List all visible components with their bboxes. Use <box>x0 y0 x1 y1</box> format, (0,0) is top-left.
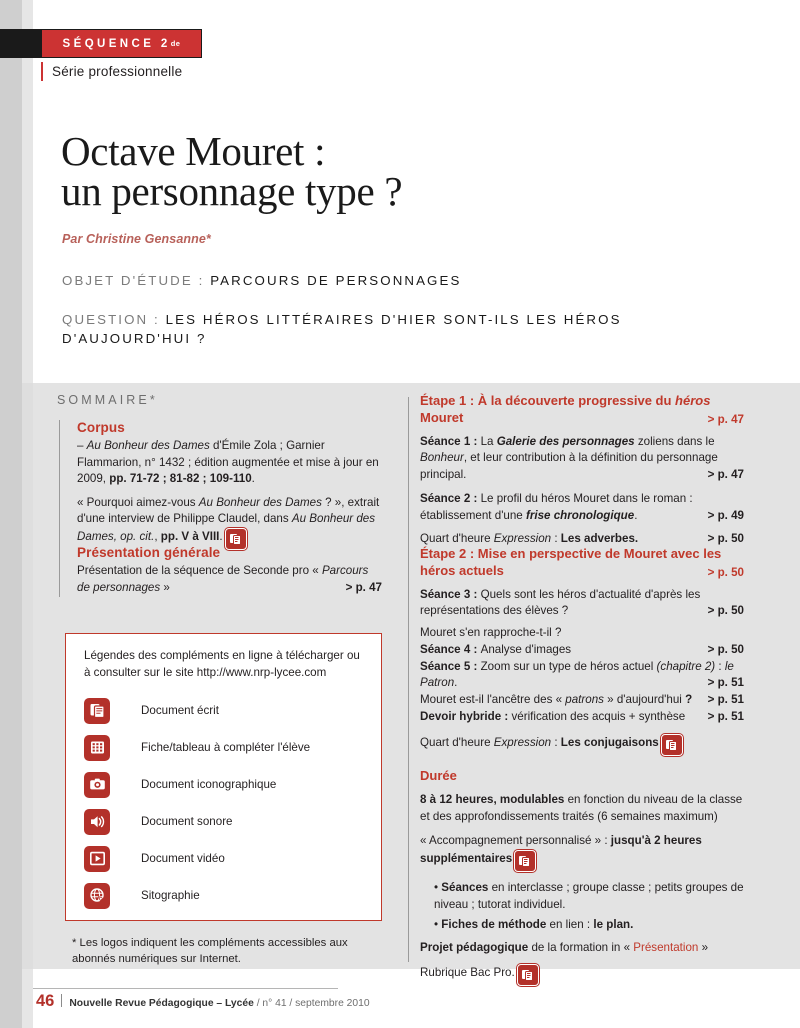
footer-text <box>69 998 369 1009</box>
duree-hours-rest: en fonction du niveau de la classe et des approfondissements traités (6 semaines maximum) <box>420 792 743 823</box>
seance-4-row <box>420 642 744 659</box>
seance-5-italic1: (chapitre 2) <box>656 659 716 673</box>
page-header <box>0 0 800 100</box>
mouret-rapproche-text: Mouret s'en rapproche-t-il ? <box>420 626 562 640</box>
legend-item-label: Document iconographique <box>141 778 277 791</box>
seance-1-label: Séance 1 : <box>420 434 481 448</box>
panel-edge-strip-2 <box>22 383 33 969</box>
footer-rule <box>33 988 338 989</box>
seance-1-page-ref: > p. 47 <box>707 468 744 482</box>
presentation-text-a: Présentation de la séquence de Seconde pro « <box>77 564 322 577</box>
projet-bold: Projet pédagogique <box>420 941 529 955</box>
seance-1-a: La <box>480 434 497 448</box>
seance-1-c: , et leur contribution à la définition du personnage principal. <box>420 451 718 482</box>
projet-a: de la formation in « <box>528 941 634 955</box>
quart-heure-1-c: : <box>551 532 561 546</box>
legend-item-label: Document écrit <box>141 704 219 717</box>
legend-item <box>84 729 369 766</box>
projet-b: » <box>698 941 709 955</box>
legend-box <box>65 633 382 921</box>
seance-5-a: Zoom sur un type de héros actuel <box>480 659 657 673</box>
mouret-rapproche-row <box>420 625 744 642</box>
presentation-text-b: » <box>160 580 170 594</box>
corpus-p2-title1: Au Bonheur des Dames <box>198 495 322 509</box>
corpus-p1-dash: – <box>77 439 87 452</box>
sequence-badge <box>41 29 202 58</box>
rubrique-label: Rubrique Bac Pro. <box>420 965 515 979</box>
sommaire-footnote: * Les logos indiquent les compléments accessibles aux abonnés numériques sur Internet. <box>72 937 348 966</box>
quart-heure-1-bold: Les adverbes. <box>560 532 639 546</box>
quart-heure-1-page-ref: > p. 50 <box>707 532 744 546</box>
duree-line-2 <box>420 833 744 872</box>
legend-intro-text: Légendes des compléments en ligne à télécharger ou à consulter sur le site http://www.nrp-lycee.com <box>84 649 360 679</box>
quart-heure-2-row <box>420 734 744 756</box>
etape-2-heading <box>420 546 744 580</box>
duree-bullet-1 <box>420 880 744 913</box>
question-label: QUESTION : <box>62 312 160 327</box>
corpus-p1-body: d'Émile Zola ; Garnier Flammarion, n° 1432 ; édition augmentée et mise à jour en 2009, <box>77 439 379 486</box>
legend-item <box>84 692 369 729</box>
duree-bullet-1-rest: en interclasse ; groupe classe ; petits groupes de niveau ; tutorat individuel. <box>434 880 744 911</box>
seance-5-d: . <box>454 676 458 690</box>
sommaire-left-rule <box>59 420 60 597</box>
etape-1-block <box>420 393 744 548</box>
corpus-block <box>77 420 382 550</box>
seance-1-row <box>420 434 744 484</box>
speaker-icon <box>84 809 110 835</box>
corpus-paragraph-2 <box>77 495 382 550</box>
mouret-ancetre-bold: ? <box>685 692 693 706</box>
legend-items-list <box>84 692 369 914</box>
legend-item-label: Document vidéo <box>141 852 225 865</box>
duree-bullet-2 <box>420 917 744 934</box>
duree-bullet-2-bold: Fiches de méthode <box>441 918 547 932</box>
etape-1-heading-italic: héros <box>675 393 711 408</box>
document-copy-icon <box>84 698 110 724</box>
mouret-ancetre-c: » d'aujourd'hui <box>603 692 686 706</box>
corpus-p1-title: Au Bonheur des Dames <box>86 439 210 452</box>
seance-3-page-ref: > p. 50 <box>707 604 744 618</box>
seance-4-a: Analyse d'images <box>480 642 572 656</box>
quart-heure-2-bold: Les conjugaisons <box>560 736 659 750</box>
presentation-page-ref: > p. 47 <box>345 580 382 594</box>
seance-2-c: . <box>634 508 638 522</box>
duree-line-1 <box>420 792 744 825</box>
seance-5-label: Séance 5 : <box>420 659 481 673</box>
corpus-p2-d: . <box>219 529 223 543</box>
legend-item-label: Document sonore <box>141 815 233 828</box>
seance-1-italic2: Bonheur <box>420 451 464 465</box>
corpus-p2-pages: pp. V à VIII <box>160 529 220 543</box>
globe-cursor-icon <box>84 883 110 909</box>
objet-detude-line <box>62 271 742 290</box>
seance-2-page-ref: > p. 49 <box>707 508 744 522</box>
seance-3-row <box>420 587 744 620</box>
page-title <box>61 128 701 214</box>
accompagnement-a: « Accompagnement personnalisé » : <box>420 834 611 848</box>
duree-bullet-2-bold2: le plan. <box>593 918 634 932</box>
presentation-text <box>77 563 382 596</box>
page-title-line2: un personnage type ? <box>61 167 403 214</box>
quart-heure-1-a: Quart d'heure <box>420 532 494 546</box>
duree-block <box>420 768 744 986</box>
footer-journal-name: Nouvelle Revue Pédagogique – Lycée <box>69 998 254 1009</box>
column-divider <box>408 397 409 962</box>
corpus-heading: Corpus <box>77 420 125 435</box>
mouret-ancetre-a: Mouret est-il l'ancêtre des « <box>420 692 566 706</box>
seance-3-a: Quels sont les héros d'actualité d'après les représentations des élèves ? <box>420 587 701 618</box>
seance-5-c: : <box>715 659 725 673</box>
document-copy-icon[interactable] <box>661 734 683 756</box>
presentation-generale-block <box>77 545 382 596</box>
mouret-ancetre-page-ref: > p. 51 <box>707 692 744 706</box>
duree-heading: Durée <box>420 768 457 783</box>
devoir-hybride-row <box>420 709 744 726</box>
objet-detude-label: OBJET D'ÉTUDE : <box>62 273 205 288</box>
bullet-marker: • <box>434 918 439 932</box>
etape-1-heading-a: Étape 1 : À la découverte progressive du <box>420 393 676 408</box>
byline: Par Christine Gensanne* <box>62 232 211 246</box>
panel-edge-strip <box>0 383 22 969</box>
legend-item <box>84 877 369 914</box>
seance-1-italic1: Galerie des personnages <box>496 434 635 448</box>
question-line <box>62 310 742 349</box>
duree-hours-bold: 8 à 12 heures, modulables <box>420 792 565 806</box>
quart-heure-2-italic: Expression <box>493 736 552 750</box>
play-video-icon <box>84 846 110 872</box>
corpus-p2-title2: Au Bonheur des Dames, op. cit. <box>77 512 376 543</box>
accompagnement-bold: jusqu'à 2 heures supplémentaires <box>420 834 702 865</box>
page-title-line1: Octave Mouret : <box>61 128 326 174</box>
sequence-badge-label: SÉQUENCE 2 <box>62 37 171 50</box>
document-copy-icon[interactable] <box>514 850 536 872</box>
duree-bullet-2-rest: en lien : <box>546 918 594 932</box>
grid-table-icon <box>84 735 110 761</box>
seance-2-a: Le profil du héros Mouret dans le roman : établissement d'une <box>420 491 693 522</box>
document-copy-icon[interactable] <box>517 964 539 986</box>
page-footer <box>36 992 370 1011</box>
legend-item-label: Fiche/tableau à compléter l'élève <box>141 741 311 754</box>
seance-2-label: Séance 2 : <box>420 491 481 505</box>
series-label: Série professionnelle <box>52 64 183 79</box>
etape-2-heading-text: Étape 2 : Mise en perspective de Mouret avec les héros actuels <box>420 546 722 578</box>
etape-2-block <box>420 546 744 756</box>
legend-item <box>84 840 369 877</box>
seance-2-italic: frise chronologique <box>525 508 635 522</box>
quart-heure-2-a: Quart d'heure <box>420 736 494 750</box>
folio-number: 46 <box>36 992 55 1010</box>
quart-heure-2-b: : <box>551 736 561 750</box>
devoir-hybride-label: Devoir hybride : <box>420 709 512 723</box>
corpus-p2-a: « Pourquoi aimez-vous <box>77 495 199 509</box>
legend-item-label: Sitographie <box>141 889 200 902</box>
etape-1-heading-b: Mouret <box>420 409 464 425</box>
sommaire-heading: SOMMAIRE* <box>57 393 158 407</box>
devoir-hybride-page-ref: > p. 51 <box>707 709 744 723</box>
etape-1-page-ref: > p. 47 <box>707 412 744 426</box>
devoir-hybride-a: vérification des acquis + synthèse <box>511 709 686 723</box>
seance-5-row <box>420 659 744 692</box>
mouret-ancetre-row <box>420 692 744 709</box>
seance-3-label: Séance 3 : <box>420 587 481 601</box>
projet-presentation-link[interactable]: Présentation <box>633 941 699 955</box>
presentation-text-italic: Parcours de personnages <box>77 564 369 594</box>
seance-5-italic2: le Patron <box>420 659 734 690</box>
seance-5-page-ref: > p. 51 <box>707 676 744 690</box>
seance-4-page-ref: > p. 50 <box>707 642 744 656</box>
series-line <box>41 62 182 81</box>
etape-1-heading <box>420 393 744 427</box>
question-value: LES HÉROS LITTÉRAIRES D'HIER SONT-ILS LES HÉROS D'AUJOURD'HUI ? <box>62 312 622 347</box>
corpus-paragraph-1 <box>77 438 382 488</box>
seance-4-label: Séance 4 : <box>420 642 481 656</box>
corpus-p1-end: . <box>251 472 255 486</box>
mouret-ancetre-italic: patrons <box>565 692 604 706</box>
duree-bullet-1-bold: Séances <box>441 880 489 894</box>
seance-1-b: zoliens dans le <box>634 434 715 448</box>
projet-pedagogique-row <box>420 940 744 957</box>
corpus-p2-c: , <box>154 529 161 543</box>
corpus-p2-b: ? », extrait d'une interview de Philippe Claudel, dans <box>77 495 380 526</box>
etape-2-page-ref: > p. 50 <box>707 565 744 579</box>
quart-heure-1-italic: Expression <box>493 532 552 546</box>
bullet-marker: • <box>434 880 439 894</box>
corpus-p1-pages: pp. 71-72 ; 81-82 ; 109-110 <box>109 472 252 486</box>
summary-panel <box>0 383 800 979</box>
sequence-badge-sup: de <box>170 39 181 48</box>
rubrique-bac-pro-row <box>420 964 744 986</box>
footer-issue: / n° 41 / septembre 2010 <box>253 998 370 1009</box>
seance-2-row <box>420 491 744 524</box>
camera-icon <box>84 772 110 798</box>
objet-detude-value: PARCOURS DE PERSONNAGES <box>210 273 462 288</box>
footer-divider <box>61 994 62 1007</box>
legend-item <box>84 766 369 803</box>
series-red-rule <box>41 62 43 81</box>
presentation-heading: Présentation générale <box>77 545 221 560</box>
legend-item <box>84 803 369 840</box>
